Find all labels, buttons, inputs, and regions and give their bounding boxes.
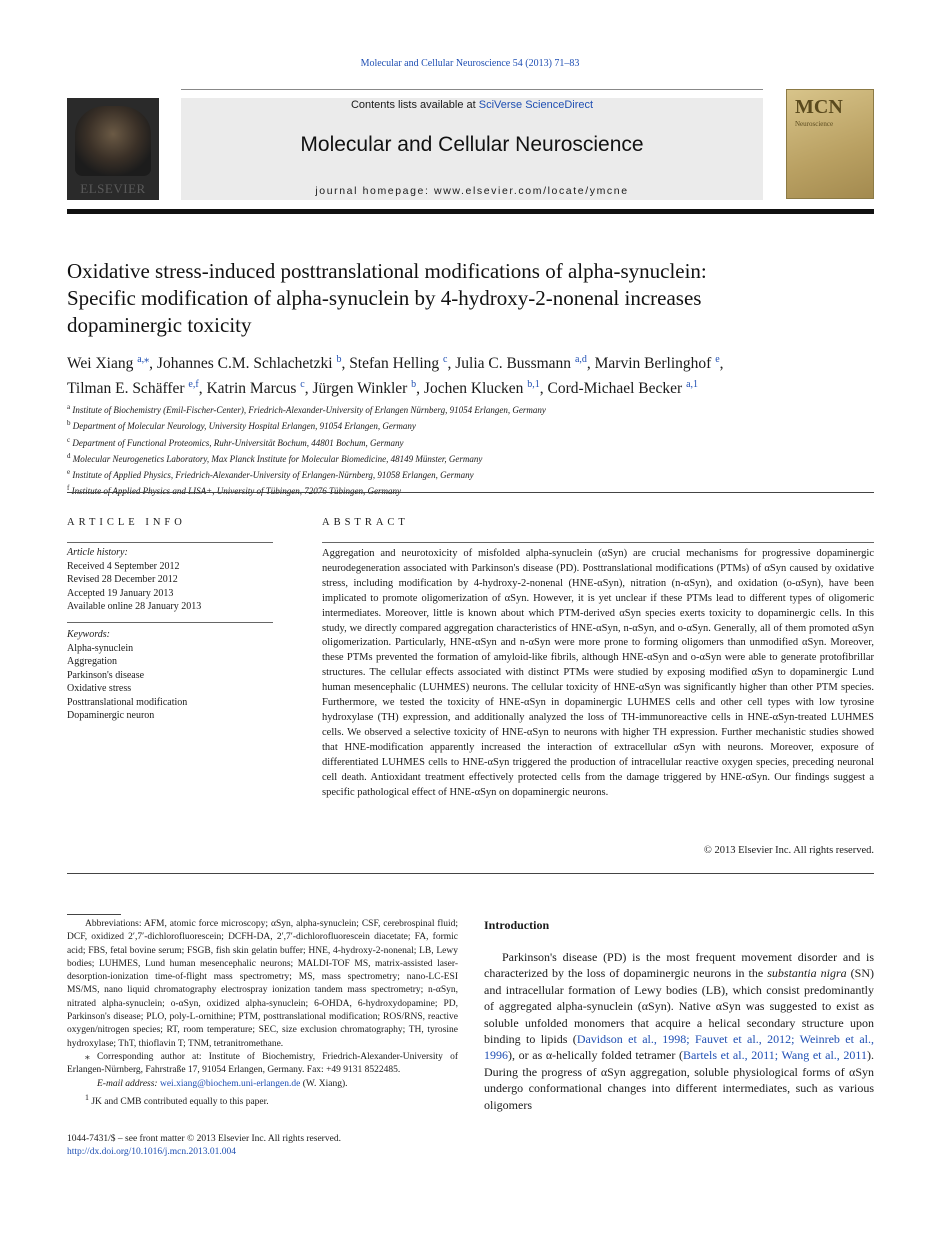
affiliation-text: Molecular Neurogenetics Laboratory, Max Planck Institute for Molecular Biomedicine, 48149 Münster, Germany — [72, 453, 483, 464]
tree-emblem-icon — [75, 106, 151, 176]
corresponding-footnote — [67, 1051, 458, 1078]
equal-mark: 1 — [85, 1092, 89, 1102]
history-item: Revised 28 December 2012 — [67, 574, 178, 585]
introduction-paragraph — [484, 949, 874, 1113]
cover-subtitle: Neuroscience — [795, 120, 834, 128]
intro-text-part: (SN) and intracellular formation of Lewy bodies (LB), which consist predominantly of aggregated alpha-synuclein (αSyn). Native αSyn was suggested to exist as soluble unfolded monomers that acquire a helical secondary structure upon binding to lipids ( — [484, 966, 874, 1047]
article-info-rule — [67, 542, 273, 543]
email-footnote — [67, 1078, 458, 1091]
intro-text-part: ). During the progress of αSyn aggregation, soluble physiological forms of αSyn undergo conformational changes into different intermediates, such as various oligomers — [484, 1048, 874, 1112]
equal-text: JK and CMB contributed equally to this paper. — [91, 1097, 269, 1108]
author-affil-sup[interactable]: c — [443, 354, 448, 365]
sciencedirect-link[interactable]: SciVerse ScienceDirect — [478, 99, 594, 111]
issn-line: 1044-7431/$ – see front matter © 2013 Elsevier Inc. All rights reserved. — [67, 1134, 341, 1144]
header-divider — [67, 209, 874, 214]
affiliation-sup: c — [67, 435, 71, 444]
author-affil-sup[interactable]: a,d — [574, 354, 587, 365]
front-matter — [67, 1133, 458, 1159]
contents-prefix: Contents lists available at — [350, 99, 479, 111]
abstract-text: Aggregation and neurotoxicity of misfolded alpha-synuclein (αSyn) are crucial mechanisms for progressive dopaminergic neurodegeneration associated with Parkinson's disease (PD). Posttranslational modifications (PTMs) of αSyn caused by oxidative stress, including modification by 4-hydroxy-2-nonenal (HNE-αSyn), nitration (n-αSyn), and oxidation (o-αSyn), have been implicated to promote oligomerization of αSyn. However, it is yet unclear if these PTMs lead to different types of oligomeric intermediates. Moreover, little is known about which PTM-derived αSyn species exerts toxicity to dopaminergic cells. In this study, we directly compared aggregation characteristics of HNE-αSyn, n-αSyn, and o-αSyn. Generally, all of them promoted αSyn oligomerization. Particularly, HNE-αSyn and n-αSyn were more prone to forming oligomers than unmodified αSyn. Moreover, these PTMs prevented the formation of amyloid-like fibrils, although HNE-αSyn and o-αSyn were able to generate protofibrillar structures. The cellular effects associated with distinct PTMs were studied by exposing modified αSyn to dopaminergic Lund human mesencephalic (LUHMES) neurons. The cellular toxicity of HNE-αSyn was significantly higher than other PTM species. Furthermore, we tested the toxicity of HNE-αSyn in dopaminergic LUHMES cells and other cell types with low tyrosine hydroxylase (TH) expression, and additionally analyzed the loss of TH-immunoreactive cells in HNE-αSyn-treated LUHMES cells. We observed a selective toxicity of HNE-αSyn to neurons with higher TH expression. Further mechanistic studies showed that HNE-modification apparently increased the interaction of extracellular αSyn with neurons. Moreover, exposure of differentiated LUHMES cells to HNE-αSyn triggered the production of intracellular reactive oxygen species, preceding neuronal cell death. Antioxidant treatment effectively protected cells from the damage triggered by HNE-αSyn. Our findings suggest a specific pathological effect of HNE-αSyn on dopaminergic neurons. — [322, 548, 874, 798]
affiliation-text: Institute of Applied Physics, Friedrich-Alexander-University of Erlangen-Nürnberg, 91058 Erlangen, Germany — [72, 470, 474, 481]
history-item: Available online 28 January 2013 — [67, 601, 202, 612]
equal-contribution-footnote — [67, 1091, 458, 1109]
article-info-heading: ARTICLE INFO — [67, 517, 186, 528]
section-divider — [67, 492, 874, 493]
affiliation-text: Institute of Biochemistry (Emil-Fischer-Center), Friedrich-Alexander-University of Erlangen Nürnberg, 91054 Erlangen, Germany — [72, 405, 546, 415]
affiliation-sup: a — [67, 403, 71, 411]
affiliation — [67, 482, 874, 498]
history-item: Received 4 September 2012 — [67, 560, 180, 572]
affiliation — [67, 466, 874, 482]
article-title — [67, 258, 874, 339]
reference-link[interactable]: Bartels et al., 2011; Wang et al., 2011 — [683, 1048, 867, 1063]
affiliation — [67, 434, 874, 450]
title-line: dopaminergic toxicity — [67, 313, 252, 337]
author-affil-sup[interactable]: b — [411, 379, 417, 391]
introduction-heading: Introduction — [484, 918, 550, 932]
journal-citation[interactable]: Molecular and Cellular Neuroscience 54 (2013) 71–83 — [360, 58, 580, 69]
author-name: Wei Xiang — [67, 355, 134, 373]
author-line: Wei Xiang $^{a,⁎}$, Johannes C.M. Schlachetzki $^b$, Stefan Helling $^c$, Julia C. Bussmann $^{a,d}$, Marvin Berlinghof $^e$, — [67, 354, 724, 373]
intro-text-part: ), or as α-helically folded tetramer ( — [508, 1048, 684, 1063]
author-name: Jochen Klucken — [423, 380, 524, 398]
publisher-logo-text: ELSEVIER — [80, 181, 146, 196]
email-suffix: (W. Xiang). — [300, 1078, 348, 1089]
author-name: Katrin Marcus — [206, 380, 297, 398]
author-list — [67, 349, 874, 399]
title-line: Specific modification of alpha-synuclein by 4-hydroxy-2-nonenal increases — [67, 286, 702, 310]
journal-homepage — [181, 185, 763, 197]
footnotes — [67, 918, 458, 1109]
header-top-rule — [181, 89, 763, 90]
affiliation-sup: e — [67, 468, 71, 477]
author-name: Stefan Helling — [349, 355, 440, 373]
keyword: Alpha-synuclein — [67, 642, 134, 654]
author-name: Tilman E. Schäffer — [67, 380, 185, 398]
reference-link[interactable]: Davidson et al., 1998; Fauvet et al., 2012; Weinreb et al., 1996 — [484, 1032, 875, 1063]
corresponding-mark: ⁎ — [85, 1051, 90, 1062]
cover-title: MCN — [795, 96, 843, 118]
keyword: Posttranslational modification — [67, 696, 188, 708]
affiliation — [67, 450, 874, 466]
abbreviations-footnote: Abbreviations: AFM, atomic force microscopy; αSyn, alpha-synuclein; CSF, cerebrospinal fluid; DCF, oxidized 2′,7′-dichlorofluorescein; DCFH-DA, 2′,7′-dichlorofluorescein diacetate; FA, formic acid; FBS, fetal bovine serum; FSGB, fish skin gelatin buffer; HNE, 4-hydroxy-2-nonenal; LB, Lewy bodies; LUHMES, Lund human mesencephalic neurons; MALDI-TOF MS, matrix-assisted laser-desorption-ionization time-of-flight mass spectrometry; MS, mass spectrometry; nano-LC-ESI MS/MS, nano liquid chromatography electrospray ionization tandem mass spectrometry; n-αSyn, nitrated alpha-synuclein; o-αSyn, oxidized alpha-synuclein; 6-OHDA, 6-hydroxydopamine; PD, Parkinson's disease; PLO, poly-L-ornithine; PTM, posttranslational modification; ROS/RNS, reactive oxygen/nitrogen species; RT, room temperature; SEC, size exclusion chromatography; TH, tyrosine hydroxylase; ThT, thioflavin T; TNM, tetranitromethane. — [67, 919, 458, 1049]
author-name: Jürgen Winkler — [312, 380, 408, 398]
footnote-rule — [67, 914, 121, 915]
history-item: Accepted 19 January 2013 — [67, 587, 174, 599]
author-affil-sup[interactable]: a,⁎ — [137, 354, 150, 365]
author-affil-sup[interactable]: c — [300, 379, 305, 391]
abstract-copyright: © 2013 Elsevier Inc. All rights reserved. — [703, 845, 874, 856]
journal-name: Molecular and Cellular Neuroscience — [300, 133, 644, 156]
article-history — [67, 546, 273, 614]
author-line: Tilman E. Schäffer $^{e,f}$, Katrin Marcus $^c$, Jürgen Winkler $^b$, Jochen Klucken $^{b,1}$, Cord-Michael Becker $^{a,1}$ — [67, 379, 699, 398]
title-line: Oxidative stress-induced posttranslational modifications of alpha-synuclein: — [67, 259, 707, 283]
author-affil-sup[interactable]: a,1 — [686, 379, 699, 391]
intro-text-part: Parkinson's disease (PD) is the most frequent movement disorder and is characterized by the loss of dopaminergic neurons in the — [484, 950, 874, 981]
affiliation-sup: f — [67, 484, 70, 493]
keyword-list — [67, 628, 273, 723]
keywords-rule — [67, 622, 273, 623]
affiliation-sup: d — [67, 451, 71, 460]
author-name: Cord-Michael Becker — [547, 380, 683, 398]
homepage-prefix: journal homepage: — [315, 185, 435, 197]
affiliation — [67, 417, 874, 433]
keyword: Parkinson's disease — [67, 669, 145, 681]
author-name: Johannes C.M. Schlachetzki — [156, 355, 333, 373]
keyword: Dopaminergic neuron — [67, 710, 155, 721]
abstract-rule — [322, 542, 874, 543]
keyword: Aggregation — [67, 656, 117, 667]
author-affil-sup[interactable]: e,f — [188, 379, 199, 391]
author-affil-sup[interactable]: e — [715, 354, 720, 365]
author-affil-sup[interactable]: b — [336, 354, 342, 365]
affiliation-text: Department of Functional Proteomics, Ruhr-Universität Bochum, 44801 Bochum, Germany — [72, 437, 404, 448]
intro-italic: substantia nigra — [767, 966, 847, 981]
keywords-label: Keywords: — [67, 629, 110, 640]
author-name: Marvin Berlinghof — [594, 355, 712, 373]
affiliation — [67, 401, 874, 417]
email-label: E-mail address: — [97, 1078, 160, 1089]
doi-link[interactable]: http://dx.doi.org/10.1016/j.mcn.2013.01.004 — [67, 1147, 236, 1157]
keyword: Oxidative stress — [67, 683, 132, 694]
homepage-url[interactable]: www.elsevier.com/locate/ymcne — [434, 185, 629, 197]
history-label: Article history: — [67, 547, 128, 558]
section-divider — [67, 873, 874, 874]
contents-line — [181, 99, 763, 111]
author-affil-sup[interactable]: b,1 — [527, 379, 540, 391]
affiliation-text: Department of Molecular Neurology, University Hospital Erlangen, 91054 Erlangen, Germany — [72, 421, 416, 432]
corresponding-text: Corresponding author at: Institute of Biochemistry, Friedrich-Alexander-University of Erlangen-Nürnberg, Fahrstraße 17, 91054 Erlangen, Germany. Fax: +49 9131 8522485. — [67, 1051, 458, 1076]
affiliation-sup: b — [67, 419, 71, 428]
email-link[interactable]: wei.xiang@biochem.uni-erlangen.de — [159, 1078, 301, 1089]
author-name: Julia C. Bussmann — [455, 355, 572, 373]
journal-cover — [786, 89, 874, 199]
elsevier-logo — [67, 98, 159, 200]
affiliation-list — [67, 401, 874, 499]
abstract-heading: ABSTRACT — [322, 517, 409, 528]
